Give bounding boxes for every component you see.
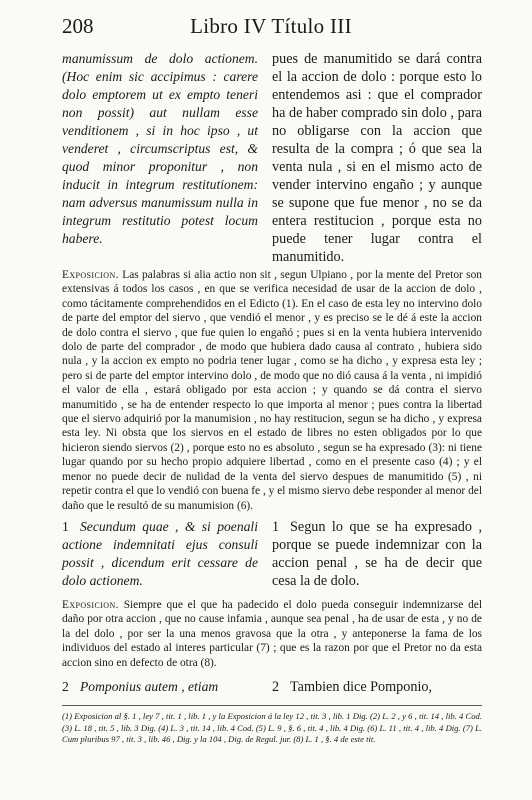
latin-column	[62, 678, 258, 696]
commentary-text: Siempre que el que ha padecido el dolo pueda conseguir indemnizarse del daño por otra accion , que no cause infamia , aunque sea penal , ha de usar de esta , y no de la del dolo , por ser la una menos gravosa que la otra , y anteponerse la fama de los individuos del estado al interes particular (7) ; que es la razon por que el Pretor no da esta accion sino en defecto de otra (8).	[62, 599, 482, 669]
commentary-label: Exposicion.	[62, 269, 119, 281]
page-number: 208	[62, 14, 94, 38]
law-main-columns	[62, 50, 482, 266]
latin-text: Pomponius autem , etiam	[80, 679, 219, 694]
latin-column	[62, 50, 258, 266]
law-2-columns	[62, 678, 482, 696]
law-number: 1	[272, 519, 280, 535]
spanish-text: Segun lo que se ha expresado , porque se puede indemnizar con la accion penal , se ha de decir que cesa la de dolo.	[272, 519, 482, 589]
latin-text: manumissum de dolo actionem. (Hoc enim sic accipimus : carere dolo emptorem ut ex empto teneri non possit) aut nullam esse venditionem , si in hoc ipso , ut venderet , circumscriptus est, & quod minor proponitur , non inducit in integrum restitutionem: nam adversus manumissum nulla in integrum restitutio potest locum habere.	[62, 51, 258, 246]
law-1-columns	[62, 518, 482, 590]
spanish-column	[272, 678, 482, 696]
page-header	[62, 14, 480, 40]
spanish-text: Tambien dice Pomponio,	[290, 679, 433, 695]
latin-column	[62, 518, 258, 590]
law-number: 1	[62, 519, 69, 534]
spanish-column	[272, 518, 482, 590]
commentary-text: Las palabras si alia actio non sit , segun Ulpiano , por la mente del Pretor son extensivas á todos los casos , en que se verifica necesidad de usar de la accion de dolo , como tácitamente comprehendidos en el Edicto (1). En el caso de esta ley no intervino dolo de parte del emptor del siervo , que vendió el menor , y es preciso se le dé á este la accion de dolo contra el siervo , que fue quien lo engañó ; pues si en la venta hubiera intervenido dolo de parte del comprador , de modo que hubiera dado causa al contrato , hubiera sido nula , y la accion ex empto no podria tener lugar , como se ha dicho , y expresa esta ley ; pero si de parte del emptor intervino dolo , de modo que no dió causa á la venta , ni impidió el valor de ella , estará obligado por esta accion ; y quando se dá contra el siervo manumitido , se ha de entender respecto lo que importa al menor ; pues contra la libertad que el siervo adquirió por la manumision , no hay restitucion, segun se ha dicho , y expresa esta ley. Ni obsta que los siervos en el estado de libres no esten obligados por lo que hicieron siendo siervos (2) , porque esto no es absoluto , segun se ha expresado (3): ni tiene lugar quando por su hecho propio adquiere libertad , como en el presente caso (4) ; y el menor no puede decir de nulidad de la venta del siervo despues de manumitido (5) , ni repetir contra el que lo vendió con buena fe , y el mismo siervo debe responder al menor del daño que le resultó de su manumision (6).	[62, 269, 482, 512]
law-number: 2	[272, 679, 280, 695]
commentary-paragraph	[62, 268, 482, 513]
spanish-text: pues de manumitido se dará contra el la accion de dolo : porque esto lo entendemos asi : que el comprador ha de haber comprado sin dolo , para no obligarse con la accion que resulta de la compra ; ó que sea la venta nula , si en el mismo acto de vender intervino engaño ; y aunque se supone que fue menor , no se da entera restitucion , porque esta no puede tener lugar contra el manumitido.	[272, 51, 482, 265]
latin-text: Secundum quae , & si poenali actione indemnitati ejus consuli possit , dicendum erit cessare de dolo actionem.	[62, 519, 258, 588]
spanish-column	[272, 50, 482, 266]
commentary-paragraph	[62, 598, 482, 670]
footnotes: (1) Exposicion al §. 1 , ley 7 , tit. 1 , lib. 1 , y la Exposicion á la ley 12 , tit. 3 , lib. 1 Dig. (2) L. 2 , y 6 , tit. 14 , lib. 4 Cod. (3) L. 18 , tit. 5 , lib. 3 Dig. (4) L. 3 , tit. 14 , lib. 4 Cod. (5) L. 9 , §. 6 , tit. 4 , lib. 4 Dig. (6) L. 11 , tit. 4 , lib. 4 Dig. (7) L. Cum pluribus 97 , tit. 3 , lib. 46 , Dig. y la 104 , Dig. de Regul. jur. (8) L. 1 , §. 4 de este tit.	[62, 711, 482, 745]
law-number: 2	[62, 679, 69, 694]
footnote-divider	[62, 705, 482, 706]
commentary-label: Exposicion.	[62, 599, 119, 611]
running-title: Libro IV Título III	[190, 14, 352, 38]
